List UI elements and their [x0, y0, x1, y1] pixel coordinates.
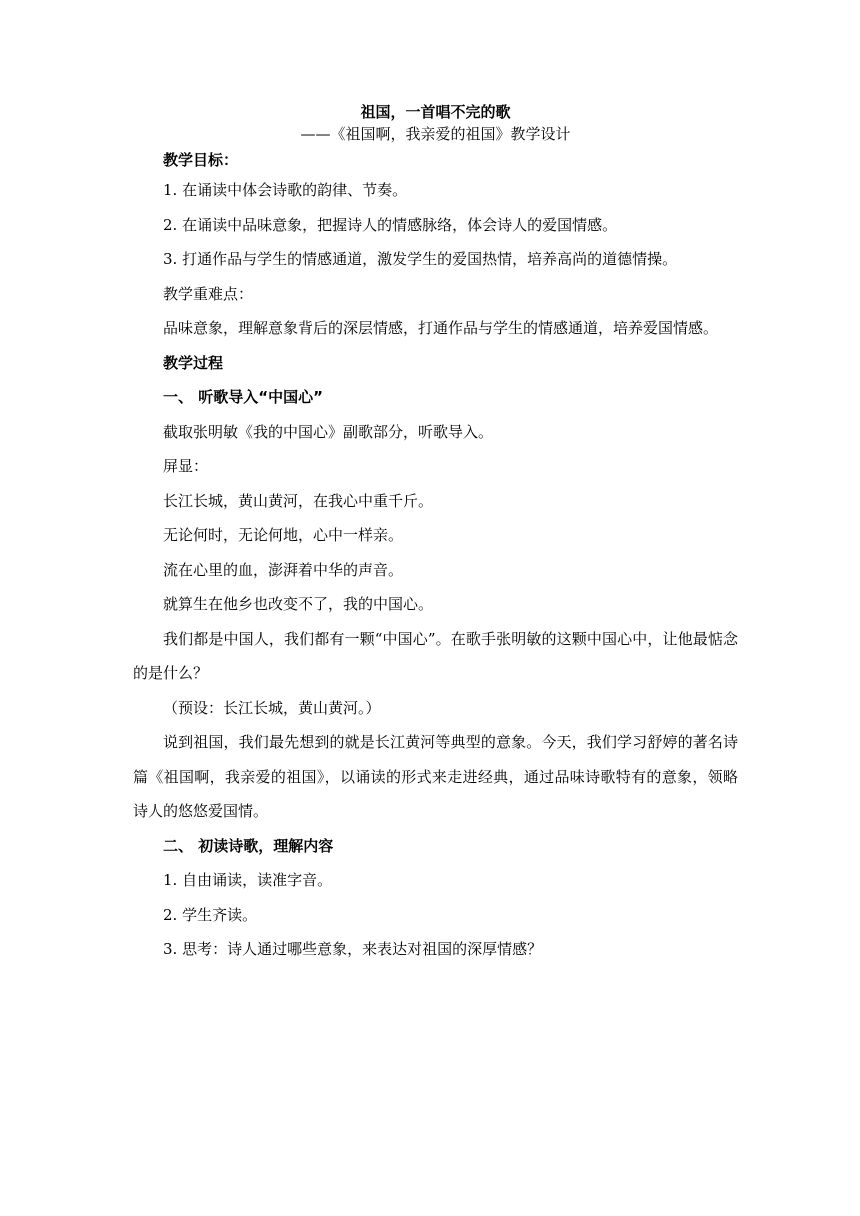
section-heading: 二、 初读诗歌，理解内容 — [163, 836, 334, 855]
objective-item: 3. 打通作品与学生的情感通道，激发学生的爱国热情，培养高尚的道德情操。 — [163, 250, 678, 268]
lyric-line: 无论何时，无论何地，心中一样亲。 — [163, 526, 404, 544]
objective-item: 2. 在诵读中品味意象，把握诗人的情感脉络，体会诗人的爱国情感。 — [163, 215, 618, 234]
paragraph: （预设：长江长城，黄山黄河。） — [163, 698, 381, 717]
document-subtitle: ——《祖国啊，我亲爱的祖国》教学设计 — [300, 125, 571, 143]
key-points-text: 品味意象，理解意象背后的深层情感，打通作品与学生的情感通道，培养爱国情感。 — [163, 319, 719, 337]
process-heading: 教学过程 — [163, 353, 224, 372]
objectives-heading: 教学目标： — [163, 151, 239, 169]
objective-item: 1. 在诵读中体会诗歌的韵律、节奏。 — [163, 181, 408, 199]
paragraph: 屏显： — [163, 457, 209, 475]
paragraph: 我们都是中国人，我们都有一颗“中国心”。在歌手张明敏的这颗中国心中，让他最惦念的是什么？ — [133, 629, 738, 682]
section-heading: 一、 听歌导入“中国心” — [163, 388, 323, 406]
document-body — [133, 100, 738, 967]
step-item: 2. 学生齐读。 — [163, 905, 258, 924]
step-item: 3. 思考：诗人通过哪些意象，来表达对祖国的深厚情感？ — [163, 940, 543, 958]
paragraph: 说到祖国，我们最先想到的就是长江黄河等典型的意象。今天，我们学习舒婷的著名诗篇《祖国啊，我亲爱的祖国》，以诵读的形式来走进经典，通过品味诗歌特有的意象，领略诗人的悠悠爱国情。 — [133, 733, 738, 820]
lyric-line: 就算生在他乡也改变不了，我的中国心。 — [163, 595, 434, 613]
key-points-heading: 教学重难点： — [163, 284, 254, 303]
paragraph: 截取张明敏《我的中国心》副歌部分，听歌导入。 — [163, 422, 494, 441]
step-item: 1. 自由诵读，读准字音。 — [163, 871, 333, 889]
lyric-line: 长江长城，黄山黄河，在我心中重千斤。 — [163, 491, 434, 510]
lyric-line: 流在心里的血，澎湃着中华的声音。 — [163, 560, 404, 579]
document-title: 祖国，一首唱不完的歌 — [360, 103, 511, 121]
